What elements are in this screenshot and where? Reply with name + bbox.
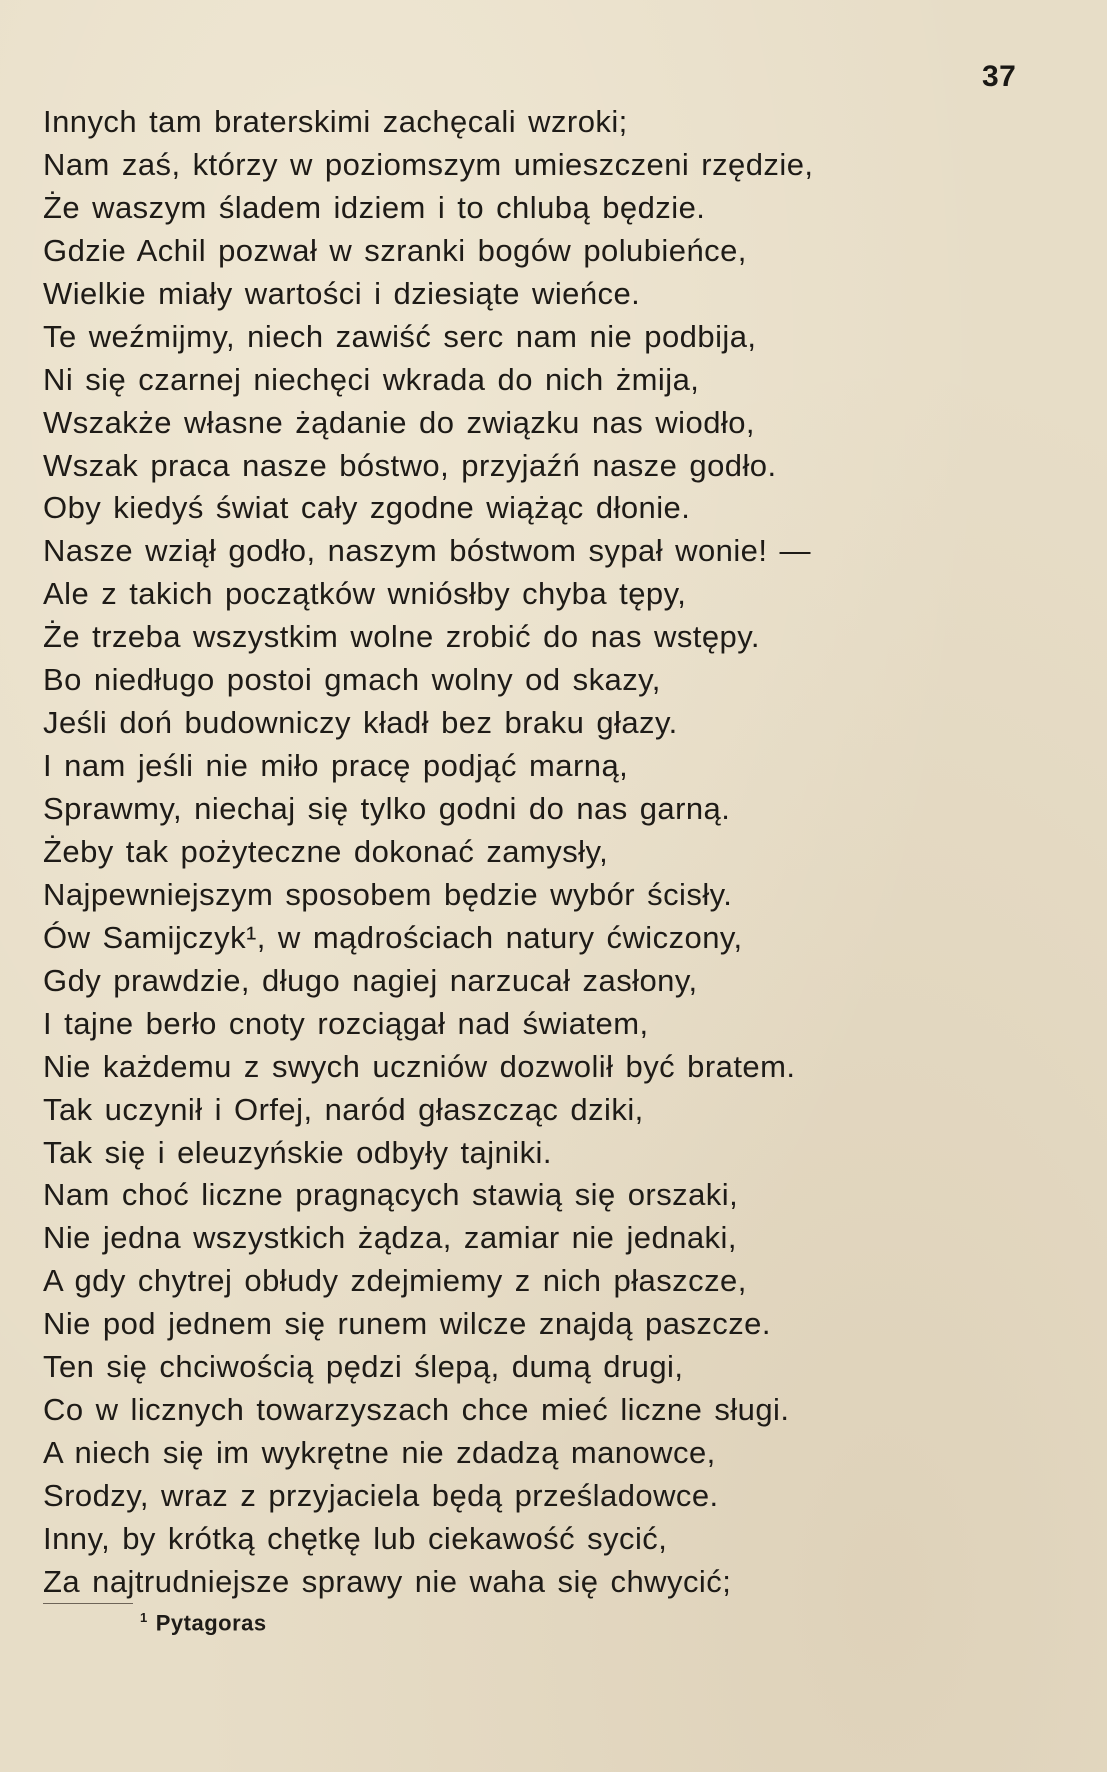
poem-line: Innych tam braterskimi zachęcali wzroki; [43,104,628,139]
poem-line: Ten się chciwością pędzi ślepą, dumą drugi, [43,1349,684,1385]
poem-line: A gdy chytrej obłudy zdejmiemy z nich płaszcze, [43,1263,747,1299]
poem-line: Wielkie miały wartości i dziesiąte wieńce. [43,275,641,311]
poem-line: Że waszym śladem idziem i to chlubą będzie. [43,189,706,225]
poem-line: Ale z takich początków wniósłby chyba tępy, [43,576,687,612]
poem-line: Gdzie Achil pozwał w szranki bogów polubieńce, [43,232,747,268]
poem-line: I nam jeśli nie miło pracę podjąć marną, [43,748,629,784]
page-number: 37 [982,60,1017,93]
poem-line: Wszakże własne żądanie do związku nas wiodło, [43,404,755,440]
poem-line: Oby kiedyś świat cały zgodne wiążąc dłonie. [43,490,691,526]
poem-line: Tak uczynił i Orfej, naród głaszcząc dziki, [43,1091,644,1127]
poem-line: Za najtrudniejsze sprawy nie waha się chwycić; [43,1563,732,1599]
poem-line: A niech się im wykrętne nie zdadzą manowce, [43,1435,716,1471]
poem-line: Ów Samijczyk¹, w mądrościach natury ćwiczony, [43,919,743,955]
poem-line: Nasze wziął godło, naszym bóstwom sypał wonie! — [43,533,811,569]
poem-line: Wszak praca nasze bóstwo, przyjaźń nasze godło. [43,447,777,483]
poem-text [43,101,813,1604]
poem-line: Ni się czarnej niechęci wkrada do nich żmija, [43,361,700,397]
poem-line: Żeby tak pożyteczne dokonać zamysły, [43,833,609,869]
footnote-text: Pytagoras [155,1610,267,1636]
poem-line: Nam zaś, którzy w poziomszym umieszczeni rzędzie, [43,146,814,182]
poem-line: Co w licznych towarzyszach chce mieć liczne sługi. [43,1392,790,1428]
poem-line: Te weźmijmy, niech zawiść serc nam nie podbija, [43,318,757,354]
footnote-divider [43,1603,133,1604]
poem-line: Tak się i eleuzyńskie odbyły tajniki. [43,1134,552,1170]
footnote [140,1610,267,1636]
poem-line: Najpewniejszym sposobem będzie wybór ścisły. [43,876,733,912]
poem-line: Nie każdemu z swych uczniów dozwolił być bratem. [43,1048,796,1084]
poem-line: Inny, by krótką chętkę lub ciekawość sycić, [43,1520,668,1556]
poem-line: Jeśli doń budowniczy kładł bez braku głazy. [43,705,678,741]
poem-line: Nie jedna wszystkich żądza, zamiar nie jednaki, [43,1220,737,1256]
poem-line: I tajne berło cnoty rozciągał nad światem, [43,1005,649,1041]
footnote-marker: 1 [140,1610,148,1625]
poem-line: Że trzeba wszystkim wolne zrobić do nas wstępy. [43,619,760,655]
poem-line: Nie pod jednem się runem wilcze znajdą paszcze. [43,1306,771,1342]
poem-line: Bo niedługo postoi gmach wolny od skazy, [43,662,661,698]
poem-line: Nam choć liczne pragnących stawią się orszaki, [43,1177,739,1213]
poem-line: Gdy prawdzie, długo nagiej narzucał zasłony, [43,962,698,998]
poem-line: Sprawmy, niechaj się tylko godni do nas garną. [43,791,731,826]
poem-line: Srodzy, wraz z przyjaciela będą prześladowce. [43,1478,719,1513]
